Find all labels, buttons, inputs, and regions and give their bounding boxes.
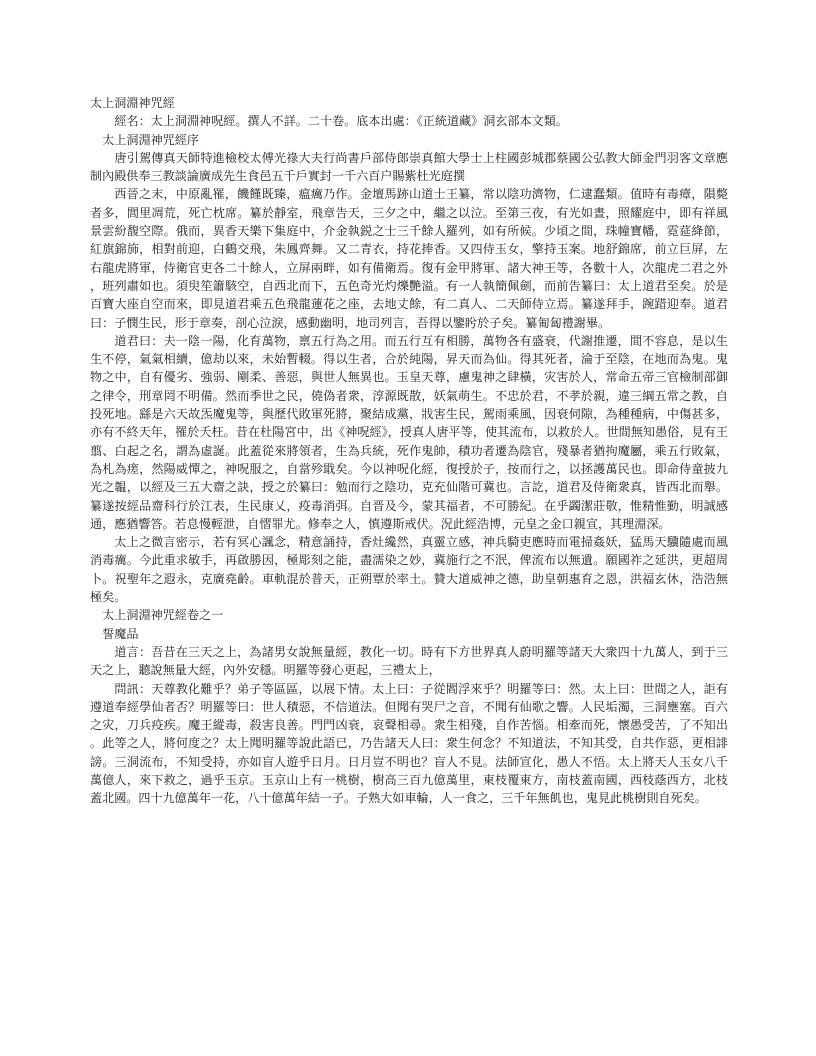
- preface-body-paragraph-2: 道君曰：夫一陰一陽，化育萬物，禀五行為之用。而五行互有相勝，萬物各有盛衰，代謝推遷，間不容息，是以生生不停，氣氣相續，億劫以來，未始暫輟。得以生者，合於純陽，昇天而為仙。得其死者，淪于至陰，在地而為鬼。鬼物之中，自有優劣、強弱、剛柔、善惡，與世人無異也。玉皇天尊，慮鬼神之肆橫，灾害於人，常命五帝三官檢制部御之律令，刑章罔不明備。然而季世之民，僥偽者衆，淳源既散，妖氣萌生。不忠於君，不孝於親，違三綱五常之教，自投死地。繇是六天故炁魔鬼等，與歷代敗軍死將，聚結成黨，戕害生民，駕雨乘風，因衰伺隙，為種種病，中傷甚多，亦有不終天年，罹於夭枉。昔在杜陽宮中，出《神呪經》，授真人唐平等，使其流布，以救於人。世間無知愚俗，見有王翦、白起之名，謂為虛誕。此蓋從來將領者，生為兵統，死作鬼帥，積功者遷為陰官，殘暴者猶拘魔屬，乘五行敗氣，為札為瘥，然陽威憚之，神呪服之，自當殄戢矣。今以神呪化經，復授於子，按而行之，以拯護萬民也。即命侍童披九光之韞，以經及三五大齋之訣，授之於纂曰：勉而行之陰功，克充仙階可冀也。言訖，道君及侍衛衆真，皆西北而舉。纂遂按經品齋科行於江表，生民康乂，疫毒消弭。自晋及今，蒙其福者，不可勝紀。在乎蠲潔莊敬，惟精惟勤，明誠感通，應猶響答。若息慢輕泄，自慴罪尤。修奉之人，慎遵斯戒伏。況此經浩博，元皇之金口親宣，其理淵深。: [90, 333, 728, 531]
- chapter-body-paragraph-1: 道言：吾昔在三天之上，為諸男女說無量經，教化一切。時有下方世界真人蔚明羅等諸天大衆四十九萬人，到于三天之上，聽說無量大經，內外安穩。明羅等發心更起，三禮太上，: [90, 644, 728, 678]
- preface-heading: 太上洞淵神咒經序: [102, 132, 199, 147]
- sutra-metadata: 經名：太上洞淵神呪經。撰人不詳。二十卷。底本出處：《正統道藏》洞玄部本文類。: [114, 114, 568, 129]
- preface-body-paragraph-1: 西晉之末，中原亂罹，饑饉既臻，瘟癘乃作。金壇馬跡山道士王纂，常以陰功濟物，仁逮蠢類。值時有毒瘴，隕斃者多，閭里凋荒，死亡枕席。纂於靜室，飛章告天，三夕之中，繼之以泣。至第三夜，有光如晝，照耀庭中，即有祥風景雲紛馥空際。俄而，異香天樂下集庭中，介金執鋭之士三千餘人羅列，如有所候。少頃之間，珠幢寶幡，霓莚絳節，紅旗錦斾，相對前迎，白鶴交飛，朱鳳齊舞。又二青衣，持花捧香。又四侍玉女，擎持玉案。地舒錦席，前立巨屏，左右龍虎將軍，侍衛官吏各二十餘人，立屏兩畔，如有備衛焉。復有金甲將軍、諸大神王等，各數十人，次龍虎二君之外，班列肅如也。須臾笙簫駭空，自西北而下，五色奇光灼爍艷溢。有一人執簡佩劍，而前告纂曰：太上道君至矣。於是百寶大座自空而來，即見道君乘五色飛龍蓮花之座，去地丈餘，有二真人、二天師侍立焉。纂遂拜手，踠踖迎奉。道君曰：子憫生民，形于章奏，剖心泣淚，感動幽明，地司列言，吾得以鑒盻於子矣。纂匍匐禮謝畢。: [90, 187, 728, 330]
- chapter-heading-oath-demons: 誓魔品: [102, 626, 139, 641]
- document-body: [90, 94, 728, 808]
- document-title: 太上洞淵神咒經: [90, 96, 175, 110]
- chapter-body-paragraph-2: 問訊：天尊教化難乎？弟子等區區，以展下情。太上曰：子從閻浮來乎？明羅等曰：然。太上曰：世間之人，詎有遵道奉經學仙者否？明羅等曰：世人積惡，不信道法。但聞有哭尸之音，不聞有仙歌之響。人民垢濁，三洞壅塞。百六之灾，刀兵疫疾。魔王縱毒，殺害良善。門門凶衰，哀聲相尋。衆生相殘，自作苦惱。相牽而死，懷愚受苦，了不知出。此等之人，將何度之？太上聞明羅等說此語已，乃告諸天人曰：衆生何念？不知道法，不知其受，自共作惡，更相誹謗。三洞流布，不知受持，亦如盲人遊乎日月。日月豈不明也？盲人不見。法師宣化，愚人不悟。太上將天人玉女八千萬億人，來下救之，過乎玉京。玉京山上有一桃樹，樹高三百九億萬里，東枝覆東方，南枝蓋南國，西枝蔭西方，北枝蓋北國。四十九億萬年一花，八十億萬年結一子。子熟大如車輪，人一食之，三千年無飢也，鬼見此桃樹則自死矣。: [90, 681, 728, 806]
- preface-body-paragraph-3: 太上之微言密示，若有冥心諷念，精意誦持，香灶纔然，真靈立感，神兵騎吏應時而電掃姦妖，猛馬天驥隨處而風消毒癘。今此重求敏手，再啟勝因，極彫刻之能，盡濡染之妙，冀施行之不泯，俾流布以無遺。願國祚之延洪，更超周卜。祝聖年之遐永，克廣堯齡。車軌混於普天，正朔覃於率土。贊大道威神之德，助皇朝惠育之恩，洪福玄休，浩浩無極矣。: [90, 535, 728, 605]
- preface-author-attribution: 唐引駕傳真天師特進檢校太傅光祿大夫行尚書戶部侍郎崇真館大學士上柱國彭城郡蔡國公弘教大師金門羽客文章應制內殿供奉三教談論廣成先生食邑五千戶實封一千六百户賜紫杜光庭撰: [90, 150, 728, 184]
- scroll-one-heading: 太上洞淵神咒經卷之一: [102, 608, 224, 623]
